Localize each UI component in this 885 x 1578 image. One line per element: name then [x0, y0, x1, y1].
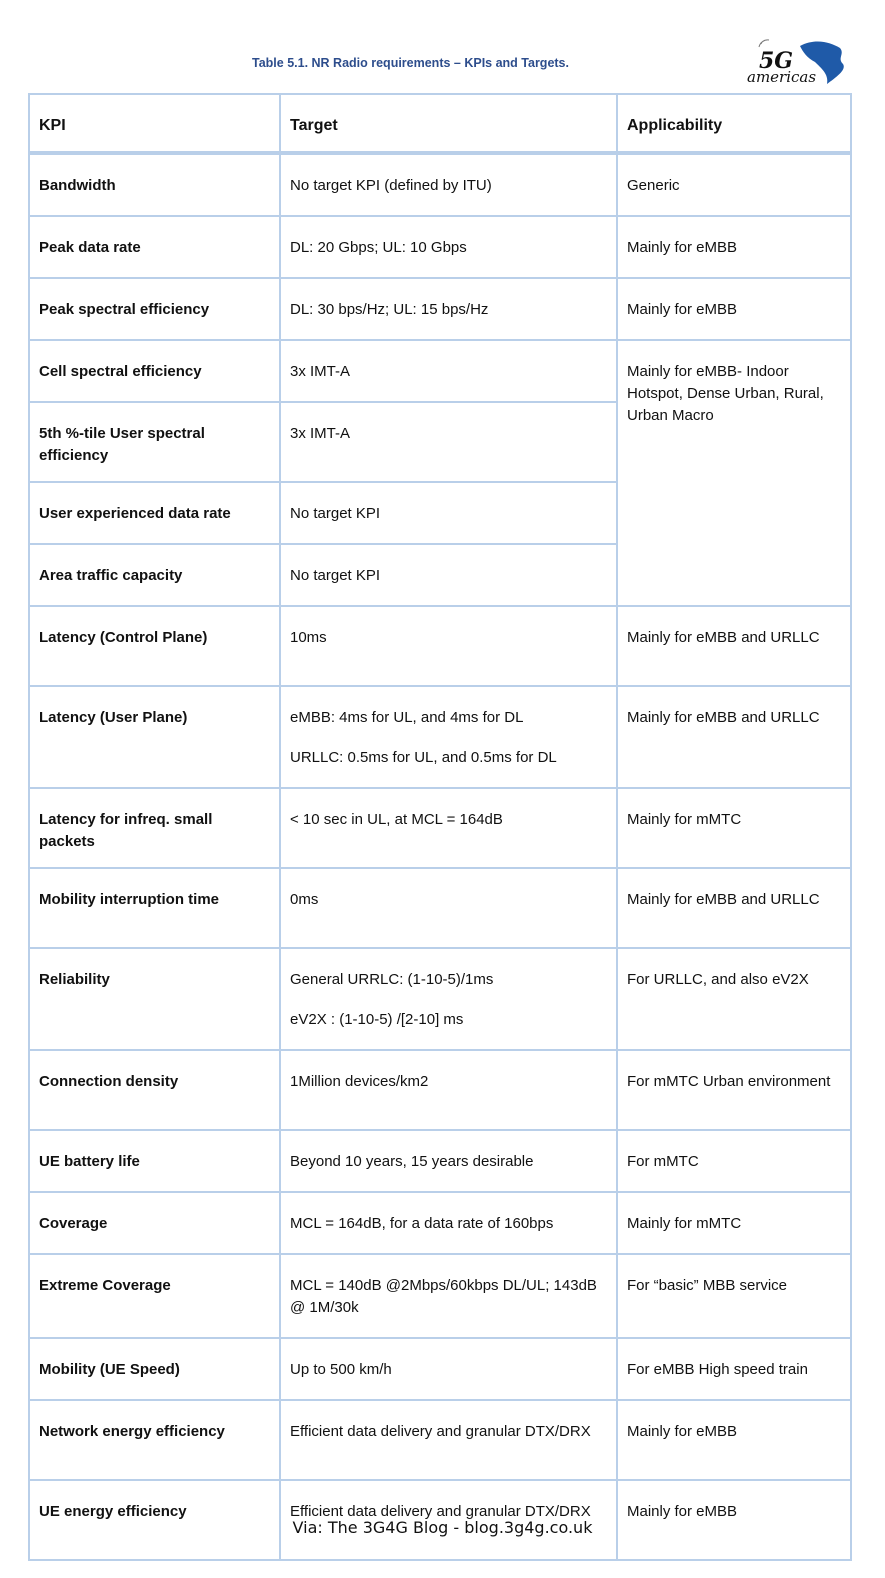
target-text: 10ms — [290, 629, 327, 646]
kpi-cell: Connection density — [29, 1050, 280, 1130]
target-cell — [280, 1130, 617, 1192]
target-cell — [280, 788, 617, 868]
table-row — [29, 153, 851, 216]
applicability-cell: For eMBB High speed train — [617, 1338, 851, 1400]
table-row — [29, 340, 851, 402]
table-header-row — [29, 94, 851, 153]
target-text: 3x IMT-A — [290, 425, 351, 442]
applicability-cell: Mainly for eMBB — [617, 278, 851, 340]
applicability-cell: Mainly for eMBB — [617, 1480, 851, 1560]
kpi-cell: Peak spectral efficiency — [29, 278, 280, 340]
target-text: Beyond 10 years, 15 years desirable — [290, 1153, 534, 1170]
svg-text:americas: americas — [747, 68, 817, 86]
target-text: Efficient data delivery and granular DTX/DRX — [290, 1423, 591, 1440]
table-row — [29, 1254, 851, 1338]
applicability-cell: For mMTC — [617, 1130, 851, 1192]
applicability-cell: Mainly for eMBB- Indoor Hotspot, Dense Urban, Rural, Urban Macro — [617, 340, 851, 606]
target-cell — [280, 340, 617, 402]
kpi-cell: Cell spectral efficiency — [29, 340, 280, 402]
target-text: eV2X : (1-10-5) /[2-10] ms — [290, 1011, 464, 1028]
kpi-cell: Latency (User Plane) — [29, 686, 280, 788]
applicability-cell: Mainly for mMTC — [617, 1192, 851, 1254]
target-cell — [280, 606, 617, 686]
target-cell — [280, 544, 617, 606]
target-cell — [280, 216, 617, 278]
target-cell — [280, 1338, 617, 1400]
target-text: MCL = 140dB @2Mbps/60kbps DL/UL; 143dB @ 1M/30k — [290, 1277, 597, 1316]
target-cell — [280, 153, 617, 216]
applicability-cell: For “basic” MBB service — [617, 1254, 851, 1338]
target-text: Up to 500 km/h — [290, 1361, 392, 1378]
target-cell — [280, 868, 617, 948]
target-text: Efficient data delivery and granular DTX/DRX — [290, 1503, 591, 1520]
kpi-cell: Latency for infreq. small packets — [29, 788, 280, 868]
target-cell — [280, 482, 617, 544]
target-cell — [280, 1254, 617, 1338]
kpi-cell: Latency (Control Plane) — [29, 606, 280, 686]
table-row — [29, 788, 851, 868]
header-kpi: KPI — [29, 94, 280, 153]
kpi-cell: Mobility (UE Speed) — [29, 1338, 280, 1400]
kpi-cell: Reliability — [29, 948, 280, 1050]
table-row — [29, 278, 851, 340]
5g-americas-logo — [745, 38, 850, 86]
target-cell — [280, 686, 617, 788]
applicability-cell: Mainly for eMBB — [617, 1400, 851, 1480]
table-caption: Table 5.1. NR Radio requirements – KPIs and Targets. — [252, 56, 569, 70]
target-text: DL: 20 Gbps; UL: 10 Gbps — [290, 239, 467, 256]
applicability-cell: Mainly for eMBB — [617, 216, 851, 278]
target-cell — [280, 402, 617, 482]
applicability-cell: Mainly for mMTC — [617, 788, 851, 868]
header-target: Target — [280, 94, 617, 153]
applicability-cell: For mMTC Urban environment — [617, 1050, 851, 1130]
table-row — [29, 1192, 851, 1254]
table-row — [29, 606, 851, 686]
target-text: General URRLC: (1-10-5)/1ms — [290, 971, 494, 988]
kpi-cell: 5th %-tile User spectral efficiency — [29, 402, 280, 482]
table-row — [29, 1050, 851, 1130]
applicability-cell: For URLLC, and also eV2X — [617, 948, 851, 1050]
kpi-cell: Network energy efficiency — [29, 1400, 280, 1480]
applicability-cell: Mainly for eMBB and URLLC — [617, 686, 851, 788]
header-applicability: Applicability — [617, 94, 851, 153]
target-text: No target KPI — [290, 567, 381, 584]
kpi-cell: User experienced data rate — [29, 482, 280, 544]
svg-text:5G: 5G — [759, 48, 794, 74]
table-row — [29, 686, 851, 788]
target-cell — [280, 1192, 617, 1254]
table-row — [29, 948, 851, 1050]
kpi-cell: Bandwidth — [29, 153, 280, 216]
kpi-table — [28, 93, 852, 1561]
table-row — [29, 1400, 851, 1480]
kpi-cell: Peak data rate — [29, 216, 280, 278]
kpi-cell: UE battery life — [29, 1130, 280, 1192]
kpi-cell: Coverage — [29, 1192, 280, 1254]
table-row — [29, 868, 851, 948]
target-text: URLLC: 0.5ms for UL, and 0.5ms for DL — [290, 749, 557, 766]
target-cell — [280, 948, 617, 1050]
target-text: No target KPI — [290, 505, 381, 522]
target-cell — [280, 1400, 617, 1480]
target-cell — [280, 1050, 617, 1130]
target-text: eMBB: 4ms for UL, and 4ms for DL — [290, 709, 524, 726]
applicability-cell: Mainly for eMBB and URLLC — [617, 606, 851, 686]
target-text: DL: 30 bps/Hz; UL: 15 bps/Hz — [290, 301, 489, 318]
target-text: No target KPI (defined by ITU) — [290, 177, 492, 194]
kpi-cell: UE energy efficiency — [29, 1480, 280, 1560]
kpi-cell: Mobility interruption time — [29, 868, 280, 948]
table-row — [29, 1130, 851, 1192]
kpi-cell: Extreme Coverage — [29, 1254, 280, 1338]
target-text: MCL = 164dB, for a data rate of 160bps — [290, 1215, 554, 1232]
applicability-cell: Mainly for eMBB and URLLC — [617, 868, 851, 948]
target-text: 0ms — [290, 891, 319, 908]
source-footer: Via: The 3G4G Blog - blog.3g4g.co.uk — [292, 1518, 593, 1537]
applicability-cell: Generic — [617, 153, 851, 216]
target-text: 3x IMT-A — [290, 363, 351, 380]
target-text: 1Million devices/km2 — [290, 1073, 429, 1090]
kpi-cell: Area traffic capacity — [29, 544, 280, 606]
table-row — [29, 1338, 851, 1400]
table-row — [29, 216, 851, 278]
target-cell — [280, 278, 617, 340]
target-text: < 10 sec in UL, at MCL = 164dB — [290, 811, 503, 828]
